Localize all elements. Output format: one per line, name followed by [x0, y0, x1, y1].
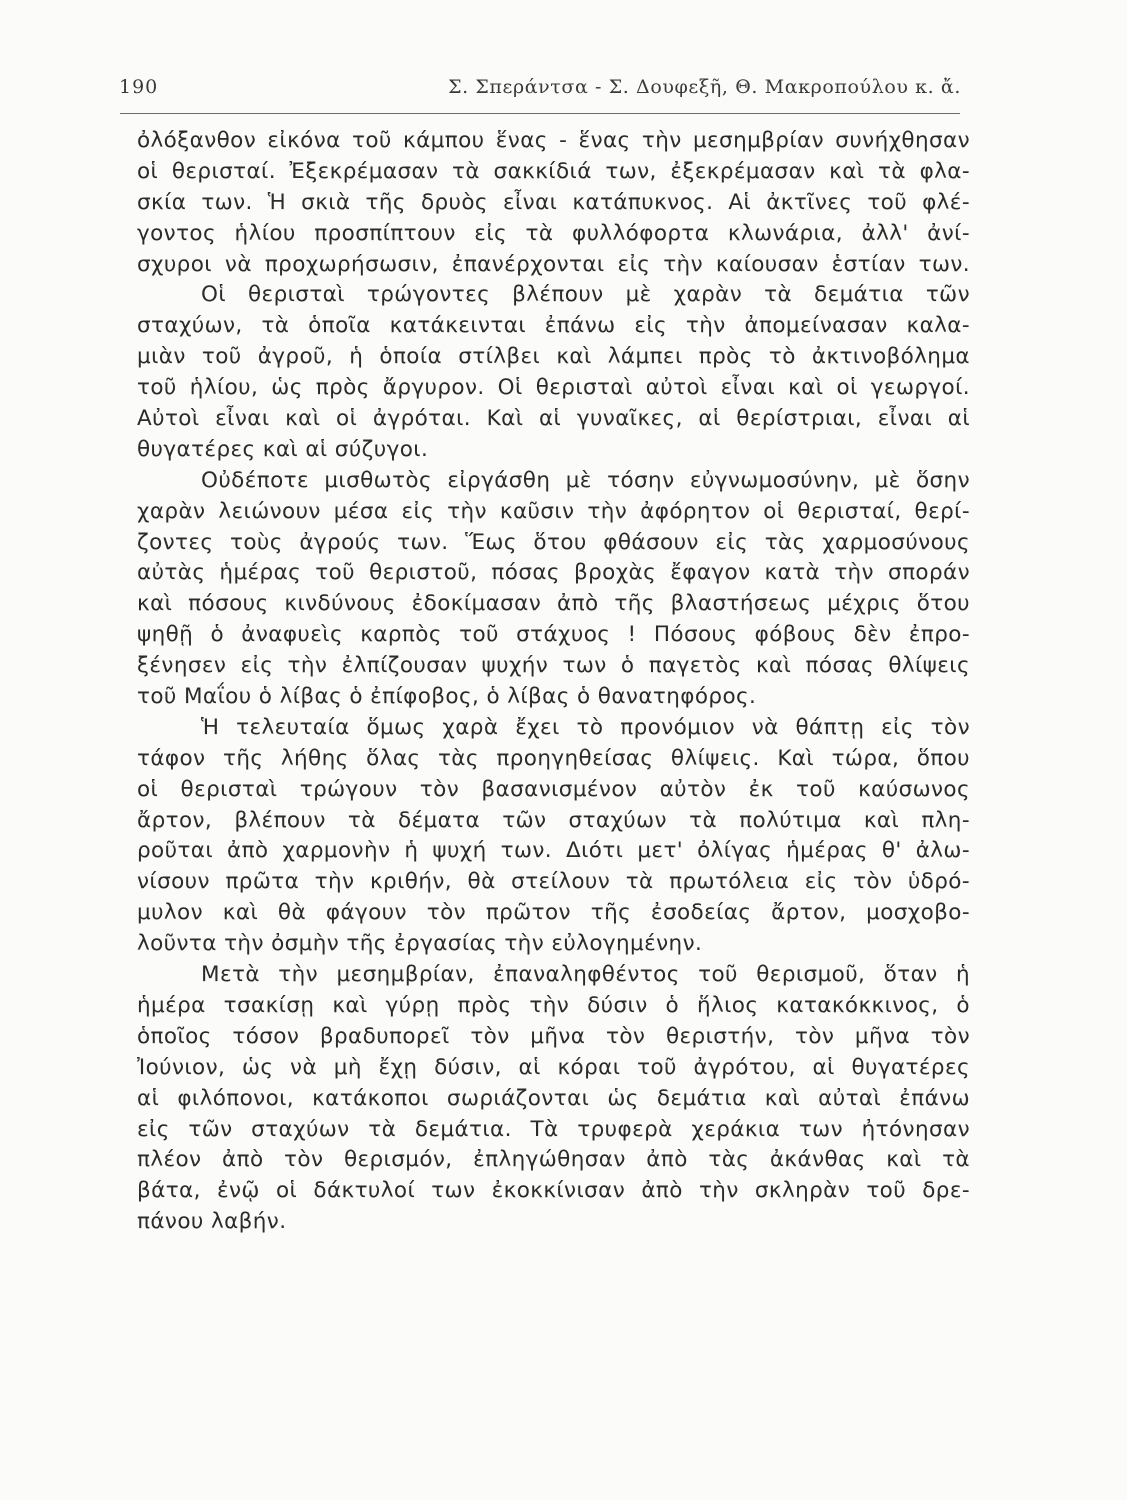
paragraph-end-line: θυγατέρες καὶ αἱ σύζυγοι. — [137, 436, 429, 462]
running-head: Σ. Σπεράντσα - Σ. Δουφεξῆ, Θ. Μακροπούλου κ. ἄ. — [448, 76, 961, 98]
page-header — [113, 72, 961, 108]
paragraph-start-line: Ἡ τελευταία ὅμως χαρὰ ἔχει τὸ προνόμιον νὰ θάπτῃ εἰς τὸν — [201, 714, 970, 740]
paragraph-end-line: πάνου λαβήν. — [137, 1209, 287, 1235]
text-line: σχυροι νὰ προχωρήσωσιν, ἐπανέρχονται εἰς τὴν καίουσαν ἑστίαν των. — [137, 251, 970, 277]
text-line: τάφον τῆς λήθης ὅλας τὰς προηγηθείσας θλίψεις. Καὶ τώρα, ὅπου — [137, 745, 970, 771]
paragraph-start-line: Οἱ θερισταὶ τρώγοντες βλέπουν μὲ χαρὰν τὰ δεμάτια τῶν — [201, 282, 970, 308]
text-line: Αὐτοὶ εἶναι καὶ οἱ ἀγρόται. Καὶ αἱ γυναῖκες, αἱ θερίστριαι, εἶναι αἱ — [137, 406, 970, 432]
text-line: γοντος ἡλίου προσπίπτουν εἰς τὰ φυλλόφορτα κλωνάρια, ἀλλ' ἀνί- — [137, 220, 970, 246]
paragraph-start-line: Οὐδέποτε μισθωτὸς εἰργάσθη μὲ τόσην εὐγνωμοσύνην, μὲ ὅσην — [201, 467, 970, 493]
page-number: 190 — [119, 76, 159, 98]
text-line: βάτα, ἐνῷ οἱ δάκτυλοί των ἐκοκκίνισαν ἀπὸ τὴν σκληρὰν τοῦ δρε- — [137, 1178, 970, 1204]
text-line: οἱ θερισταὶ τρώγουν τὸν βασανισμένον αὐτὸν ἐκ τοῦ καύσωνος — [137, 776, 970, 802]
text-line: ὀλόξανθον εἰκόνα τοῦ κάμπου ἕνας - ἕνας τὴν μεσημβρίαν συνήχθησαν — [137, 128, 970, 153]
paragraph-end-line: λοῦντα τὴν ὀσμὴν τῆς ἐργασίας τὴν εὐλογημένην. — [137, 931, 703, 957]
text-line: αἱ φιλόπονοι, κατάκοποι σωριάζονται ὡς δεμάτια καὶ αὐταὶ ἐπάνω — [137, 1085, 970, 1111]
text-line: καὶ πόσους κινδύνους ἐδοκίμασαν ἀπὸ τῆς βλαστήσεως μέχρις ὅτου — [137, 591, 970, 617]
text-line: ἡμέρα τσακίσῃ καὶ γύρῃ πρὸς τὴν δύσιν ὁ ἥλιος κατακόκκινος, ὁ — [137, 992, 970, 1018]
text-line: σταχύων, τὰ ὁποῖα κατάκεινται ἐπάνω εἰς τὴν ἀπομείνασαν καλα- — [137, 313, 970, 339]
text-line: χαρὰν λειώνουν μέσα εἰς τὴν καῦσιν τὴν ἀφόρητον οἱ θερισταί, θερί- — [137, 498, 970, 524]
text-line: νίσουν πρῶτα τὴν κριθήν, θὰ στείλουν τὰ πρωτόλεια εἰς τὸν ὑδρό- — [137, 869, 970, 895]
paragraph-start-line: Μετὰ τὴν μεσημβρίαν, ἐπαναληφθέντος τοῦ θερισμοῦ, ὅταν ἡ — [201, 962, 970, 988]
text-line: εἰς τῶν σταχύων τὰ δεμάτια. Τὰ τρυφερὰ χεράκια των ἠτόνησαν — [137, 1116, 970, 1142]
text-line: αὐτὰς ἡμέρας τοῦ θεριστοῦ, πόσας βροχὰς ἔφαγον κατὰ τὴν σποράν — [137, 560, 970, 586]
text-line: μυλον καὶ θὰ φάγουν τὸν πρῶτον τῆς ἐσοδείας ἄρτον, μοσχοβο- — [137, 900, 970, 926]
text-line: ζοντες τοὺς ἀγρούς των. Ἕως ὅτου φθάσουν εἰς τὰς χαρμοσύνους — [137, 529, 970, 555]
text-line: ροῦται ἀπὸ χαρμονὴν ἡ ψυχή των. Διότι μετ' ὀλίγας ἡμέρας θ' ἀλω- — [137, 838, 970, 864]
header-rule — [120, 113, 960, 114]
text-line: πλέον ἀπὸ τὸν θερισμόν, ἐπληγώθησαν ἀπὸ τὰς ἀκάνθας καὶ τὰ — [137, 1147, 970, 1173]
paragraph-end-line: τοῦ Μαΐου ὁ λίβας ὁ ἐπίφοβος, ὁ λίβας ὁ θανατηφόρος. — [137, 684, 757, 710]
text-line: οἱ θερισταί. Ἐξεκρέμασαν τὰ σακκίδιά των, ἐξεκρέμασαν καὶ τὰ φλα- — [137, 158, 970, 184]
text-line: ἄρτον, βλέπουν τὰ δέματα τῶν σταχύων τὰ πολύτιμα καὶ πλη- — [137, 807, 970, 833]
text-line: ξένησεν εἰς τὴν ἐλπίζουσαν ψυχήν των ὁ παγετὸς καὶ πόσας θλίψεις — [137, 653, 970, 679]
text-line: τοῦ ἡλίου, ὡς πρὸς ἄργυρον. Οἱ θερισταὶ αὐτοὶ εἶναι καὶ οἱ γεωργοί. — [137, 375, 970, 401]
text-line: Ἰούνιον, ὡς νὰ μὴ ἔχῃ δύσιν, αἱ κόραι τοῦ ἀγρότου, αἱ θυγατέρες — [137, 1054, 970, 1080]
text-line: σκία των. Ἡ σκιὰ τῆς δρυὸς εἶναι κατάπυκνος. Αἱ ἀκτῖνες τοῦ φλέ- — [137, 189, 970, 215]
text-line: ψηθῇ ὁ ἀναφυεὶς καρπὸς τοῦ στάχυος ! Πόσους φόβους δὲν ἐπρο- — [137, 622, 970, 648]
text-line: μιὰν τοῦ ἀγροῦ, ἡ ὁποία στίλβει καὶ λάμπει πρὸς τὸ ἀκτινοβόλημα — [137, 344, 970, 370]
text-line: ὁποῖος τόσον βραδυπορεῖ τὸν μῆνα τὸν θεριστήν, τὸν μῆνα τὸν — [137, 1023, 970, 1049]
body-text — [137, 126, 970, 1238]
